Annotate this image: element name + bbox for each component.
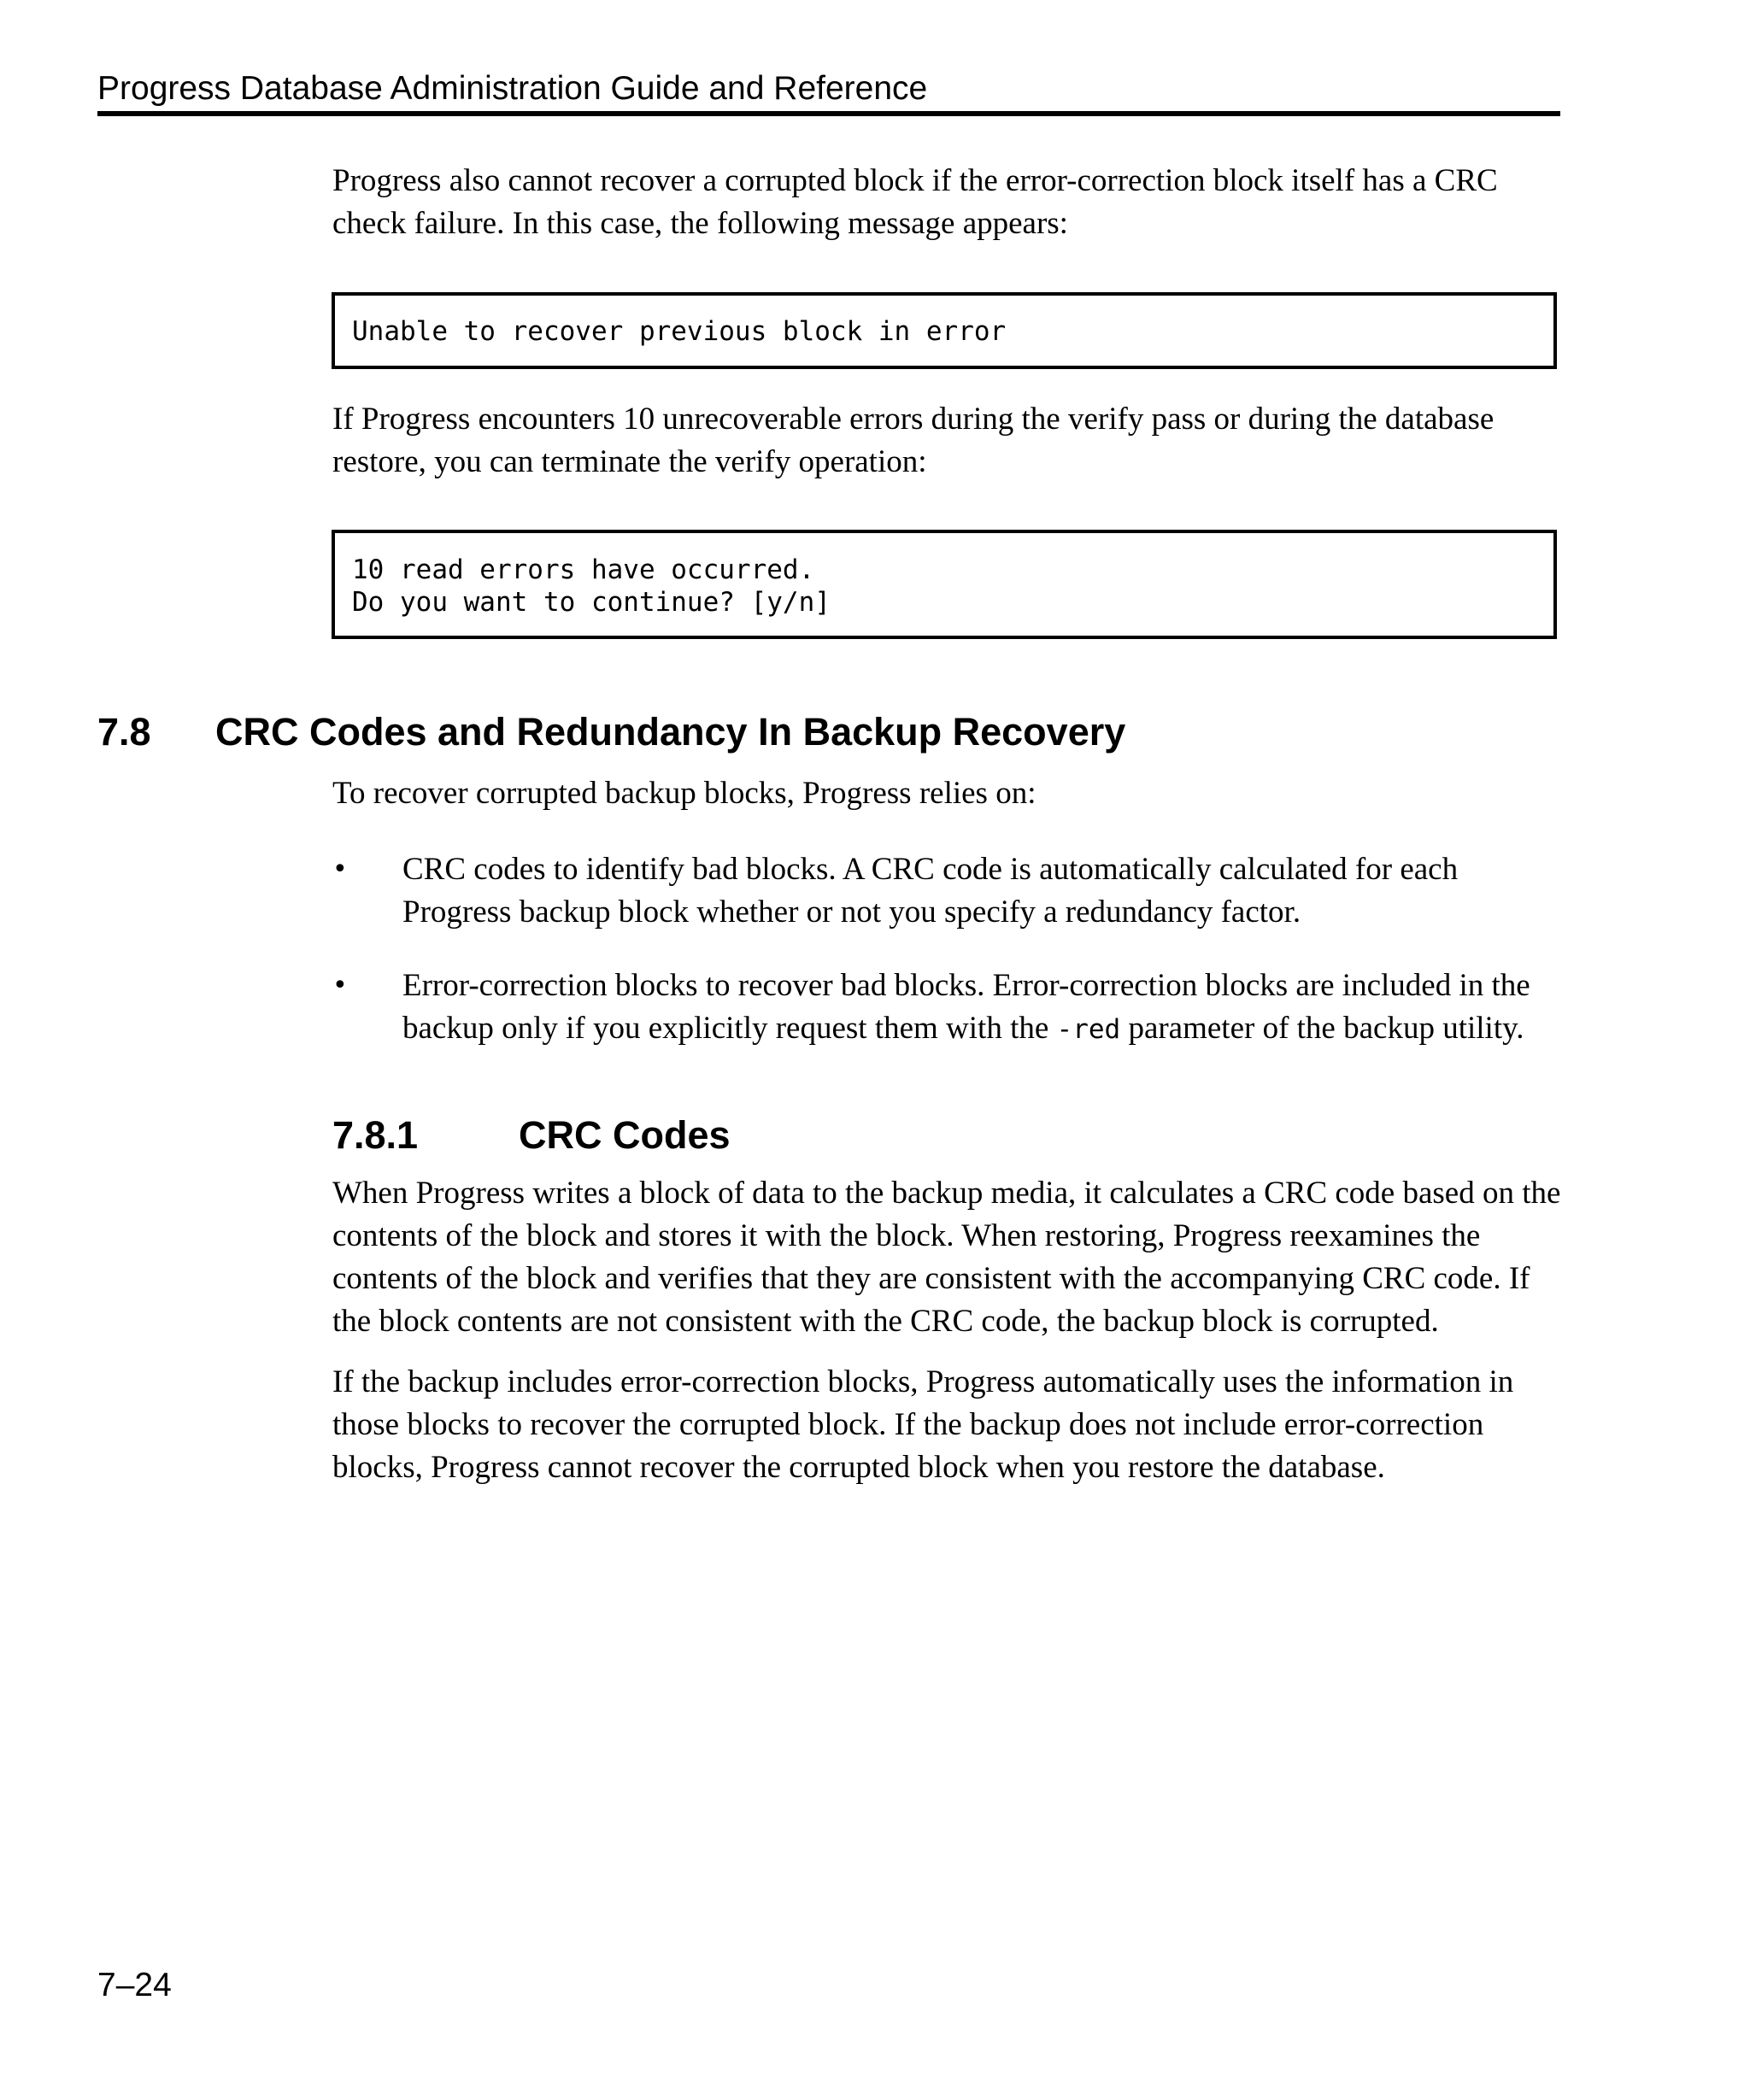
header-rule [97,111,1560,116]
bullet-text [402,965,1565,1051]
code-line: 10 read errors have occurred. [352,554,815,585]
bullet-icon: • [332,971,348,1000]
section-heading-7-8-1 [332,1112,1563,1159]
bullet-text-part: Error-correction blocks to recover bad blocks. Error-correction blocks are included in the backup only if you explicitly request them with the [402,968,1530,1046]
code-line: Do you want to continue? [y/n] [352,587,831,618]
section-title: CRC Codes [519,1113,731,1157]
bullet-icon: • [332,854,348,884]
bullet-item-crc-codes [332,848,1563,934]
bullet-text-part: parameter of the backup utility. [1120,1011,1524,1046]
section-number: 7.8 [97,710,151,754]
code-block-recover-message [332,292,1557,369]
running-header: Progress Database Administration Guide and Reference [97,70,928,107]
section-heading-7-8 [97,709,1560,755]
intro-paragraph-2: If Progress encounters 10 unrecoverable errors during the verify pass or during the database restore, you can terminate the verify operation: [332,402,1495,479]
bullet-item-error-correction [332,965,1563,1050]
page-number: 7–24 [97,1967,172,2003]
section-number: 7.8.1 [332,1113,419,1157]
intro-paragraph-1: Progress also cannot recover a corrupted block if the error-correction block itself has a CRC check failure. In this case, the following message appears: [332,163,1498,241]
section-7-8-intro: To recover corrupted backup blocks, Progress relies on: [332,776,1036,811]
section-7-8-1-paragraph-1: When Progress writes a block of data to the backup media, it calculates a CRC code based on the contents of the block and stores it with the block. When restoring, Progress reexamines the contents of the block and verifies that they are consistent with the accompanying CRC code. If the block contents are not consistent with the CRC code, the backup block is corrupted. [332,1176,1561,1339]
section-7-8-1-paragraph-2: If the backup includes error-correction blocks, Progress automatically uses the information in those blocks to recover the corrupted block. If the backup does not include error-correction blocks, Progress cannot recover the corrupted block when you restore the database. [332,1364,1514,1485]
code-line: Unable to recover previous block in error [352,316,1007,347]
bullet-text: CRC codes to identify bad blocks. A CRC code is automatically calculated for each Progress backup block whether or not you specify a redundancy factor. [402,852,1459,930]
code-block-read-errors [332,530,1557,639]
section-title: CRC Codes and Redundancy In Backup Recovery [215,710,1126,754]
inline-code-red-parameter: -red [1056,1014,1121,1045]
